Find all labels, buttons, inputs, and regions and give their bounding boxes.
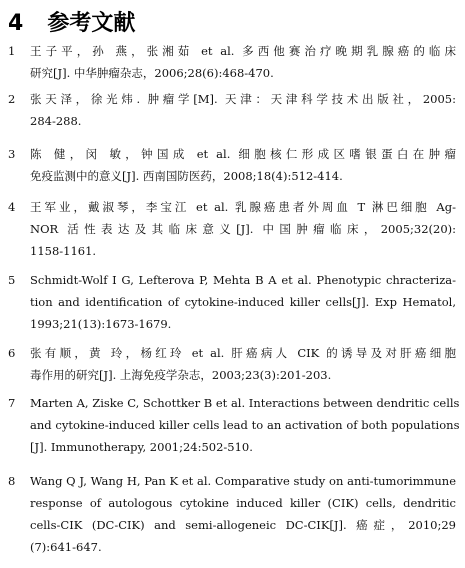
reference-text xyxy=(30,342,456,386)
reference-text xyxy=(30,40,456,84)
section-number: 4 xyxy=(8,11,24,36)
reference-number: 1 xyxy=(8,44,16,58)
reference-text xyxy=(30,392,459,458)
reference-item xyxy=(8,392,460,458)
reference-line: and cytokine-induced killer cells lead to an activation of both populations xyxy=(30,418,460,432)
reference-line: NOR 活性表达及其临床意义[J]. 中国肿瘤临床，2005;32(20): xyxy=(30,222,456,236)
reference-line: 王军业，戴淑琴，李宝江 et al. 乳腺癌患者外周血 T 淋巴细胞 Ag- xyxy=(30,200,456,214)
reference-line: 张天泽，徐光炜. 肿瘤学[M]. 天津：天津科学技术出版社，2005: xyxy=(30,92,456,106)
reference-number: 3 xyxy=(8,147,16,161)
reference-line: Wang Q J, Wang H, Pan K et al. Comparative study on anti-tumorimmune xyxy=(30,474,456,488)
reference-line: 王子平，孙 燕，张湘茹 et al. 多西他赛治疗晚期乳腺癌的临床 xyxy=(30,44,456,58)
reference-item xyxy=(8,88,456,132)
reference-number: 7 xyxy=(8,396,16,410)
reference-line: 免疫监测中的意义[J]. 西南国防医药，2008;18(4):512-414. xyxy=(30,169,343,183)
reference-line: 陈 健，闵 敏，钟国成 et al. 细胞核仁形成区嗜银蛋白在肿瘤 xyxy=(30,147,456,161)
reference-line: 1158-1161. xyxy=(30,244,97,258)
section-title: 参考文献 xyxy=(47,11,136,36)
reference-line: response of autologous cytokine induced killer (CIK) cells, dendritic xyxy=(30,496,456,510)
reference-line: Schmidt-Wolf I G, Lefterova P, Mehta B A et al. Phenotypic chracteriza- xyxy=(30,273,456,287)
reference-text xyxy=(30,88,456,132)
reference-line: (7):641-647. xyxy=(30,540,102,554)
reference-line: 1993;21(13):1673-1679. xyxy=(30,317,172,331)
reference-item xyxy=(8,40,456,84)
section-heading xyxy=(8,6,135,37)
reference-number: 6 xyxy=(8,346,16,360)
reference-line: 284-288. xyxy=(30,114,82,128)
reference-number: 8 xyxy=(8,474,16,488)
reference-item xyxy=(8,269,456,335)
reference-line: cells-CIK (DC-CIK) and semi-allogeneic DC-CIK[J]. 癌症，2010;29 xyxy=(30,518,456,532)
reference-item xyxy=(8,196,456,262)
reference-line: 张有顺，黄 玲，杨红玲 et al. 肝癌病人 CIK 的诱导及对肝癌细胞 xyxy=(30,346,456,360)
reference-line: 研究[J]. 中华肿瘤杂志，2006;28(6):468-470. xyxy=(30,66,274,80)
reference-number: 4 xyxy=(8,200,16,214)
reference-line: [J]. Immunotherapy, 2001;24:502-510. xyxy=(30,440,253,454)
reference-number: 5 xyxy=(8,273,16,287)
reference-item xyxy=(8,342,456,386)
reference-number: 2 xyxy=(8,92,16,106)
reference-line: 毒作用的研究[J]. 上海免疫学杂志，2003;23(3):201-203. xyxy=(30,368,332,382)
reference-line: tion and identification of cytokine-induced killer cells[J]. Exp Hematol, xyxy=(30,295,456,309)
reference-text xyxy=(30,143,456,187)
reference-text xyxy=(30,196,456,262)
reference-text xyxy=(30,470,456,558)
reference-line: Marten A, Ziske C, Schottker B et al. Interactions between dendritic cells xyxy=(30,396,460,410)
reference-text xyxy=(30,269,456,335)
reference-item xyxy=(8,470,456,558)
reference-item xyxy=(8,143,456,187)
